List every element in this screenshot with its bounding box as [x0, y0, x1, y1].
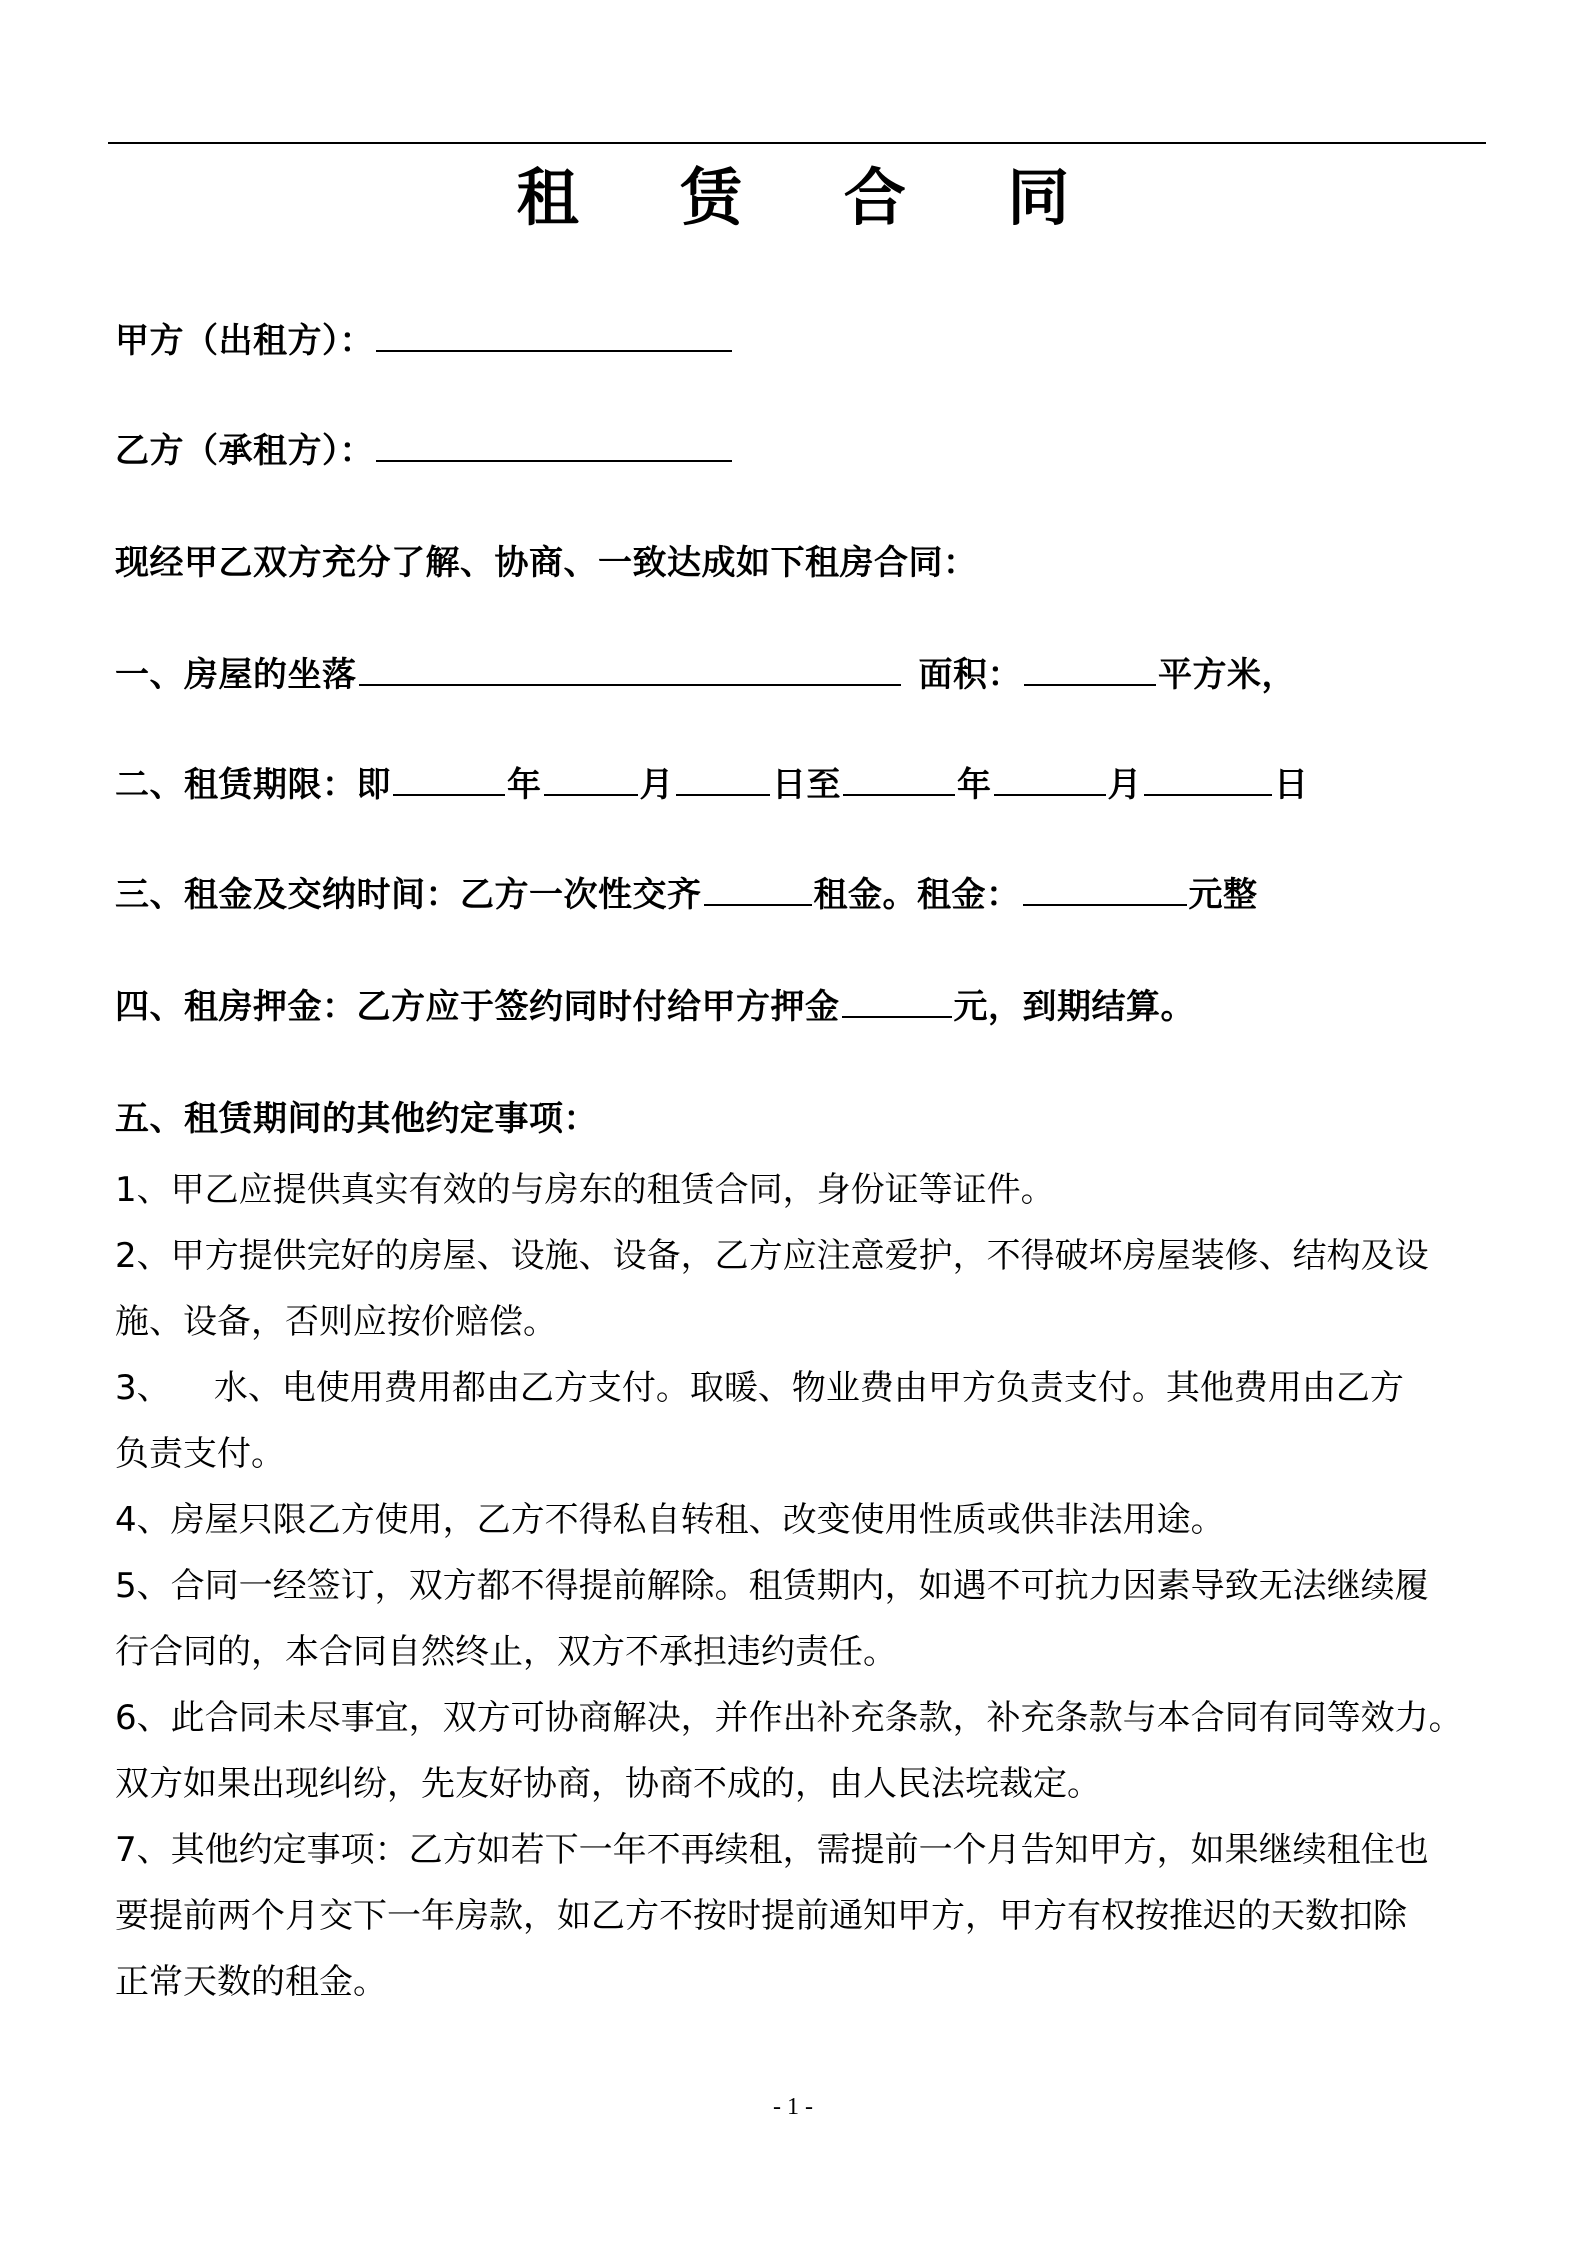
party-a-blank[interactable] [376, 320, 732, 352]
clause-1 [115, 652, 1296, 698]
rent-amount-blank[interactable] [1023, 874, 1187, 906]
intro-text: 现经甲乙双方充分了解、协商、一致达成如下租房合同： [115, 543, 978, 583]
start-month-blank[interactable] [544, 764, 638, 796]
day-label: 日 [1274, 765, 1309, 805]
clause-line: 行合同的，本合同自然终止，双方不承担违约责任。 [115, 1632, 897, 1672]
deposit-blank[interactable] [842, 986, 952, 1018]
location-blank[interactable] [359, 654, 901, 686]
clause-line: 6、此合同未尽事宜，双方可协商解决，并作出补充条款，补充条款与本合同有同等效力。 [115, 1698, 1463, 1738]
end-day-blank[interactable] [1144, 764, 1272, 796]
document-title: 租 赁 合 同 [516, 161, 1110, 234]
start-day-blank[interactable] [676, 764, 770, 796]
clause-3-mid: 租金。租金： [813, 875, 1021, 915]
clause-line: 负责支付。 [115, 1434, 285, 1474]
clause-2-prefix: 二、租赁期限：即 [115, 765, 391, 805]
party-a-line [115, 318, 734, 364]
party-b-blank[interactable] [376, 430, 732, 462]
section-5-body [115, 1157, 1490, 2015]
clause-4-suffix: 元，到期结算。 [953, 987, 1195, 1027]
page-number: - 1 - [773, 2094, 813, 2120]
clause-line: 2、甲方提供完好的房屋、设施、设备，乙方应注意爱护，不得破坏房屋装修、结构及设 [115, 1236, 1429, 1276]
area-blank[interactable] [1024, 654, 1156, 686]
clause-line: 1、甲乙应提供真实有效的与房东的租赁合同，身份证等证件。 [115, 1170, 1055, 1210]
clause-line: 双方如果出现纠纷，先友好协商，协商不成的，由人民法垸裁定。 [115, 1764, 1101, 1804]
clause-3 [115, 872, 1258, 918]
end-month-blank[interactable] [994, 764, 1106, 796]
clause-3-prefix: 三、租金及交纳时间：乙方一次性交齐 [115, 875, 702, 915]
area-label: 面积： [918, 655, 1022, 695]
clause-line: 3、 水、电使用费用都由乙方支付。取暖、物业费由甲方负责支付。其他费用由乙方 [115, 1368, 1404, 1408]
year-label: 年 [507, 765, 542, 805]
clause-line: 7、其他约定事项：乙方如若下一年不再续租，需提前一个月告知甲方，如果继续租住也 [115, 1830, 1429, 1870]
section-5-heading: 五、租赁期间的其他约定事项： [115, 1099, 598, 1139]
party-b-line [115, 428, 734, 474]
clause-3-suffix: 元整 [1188, 875, 1258, 915]
year-label: 年 [957, 765, 992, 805]
clause-line: 5、合同一经签订，双方都不得提前解除。租赁期内，如遇不可抗力因素导致无法继续履 [115, 1566, 1429, 1606]
area-unit: 平方米， [1158, 655, 1296, 695]
clause-line: 正常天数的租金。 [115, 1962, 387, 2002]
end-year-blank[interactable] [843, 764, 955, 796]
clause-2 [115, 762, 1309, 808]
clause-4 [115, 984, 1195, 1030]
month-label: 月 [639, 765, 674, 805]
clause-4-prefix: 四、租房押金：乙方应于签约同时付给甲方押金 [115, 987, 840, 1027]
start-year-blank[interactable] [393, 764, 505, 796]
clause-line: 施、设备，否则应按价赔偿。 [115, 1302, 557, 1342]
payment-period-blank[interactable] [704, 874, 812, 906]
party-b-label: 乙方（承租方）： [115, 431, 374, 471]
month-label: 月 [1107, 765, 1142, 805]
party-a-label: 甲方（出租方）： [115, 321, 374, 361]
day-to-label: 日至 [772, 765, 841, 805]
clause-line: 要提前两个月交下一年房款，如乙方不按时提前通知甲方，甲方有权按推迟的天数扣除 [115, 1896, 1407, 1936]
clause-line: 4、房屋只限乙方使用，乙方不得私自转租、改变使用性质或供非法用途。 [115, 1500, 1225, 1540]
header-rule [108, 142, 1486, 144]
clause-1-prefix: 一、房屋的坐落 [115, 655, 357, 695]
